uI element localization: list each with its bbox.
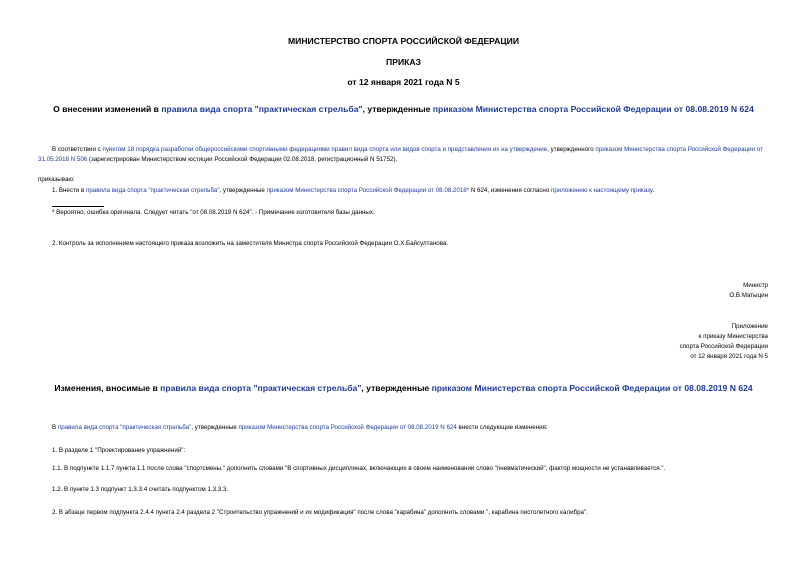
changes-intro-link-order[interactable]: приказом Министерства спорта Российской Федерации от 08.08.2019 N 624 bbox=[238, 424, 457, 431]
item1-link-order[interactable]: приказом Министерства спорта Российской Федерации от 08.08.2018* bbox=[266, 187, 470, 194]
preamble-link-order[interactable]: приказом Министерства спорта Российской Федерации от 31.05.2018 N 506 bbox=[38, 146, 763, 163]
title-text-1: О внесении изменений в bbox=[53, 104, 162, 114]
appendix-label: Приложение bbox=[731, 323, 768, 330]
appendix-ref-line-2: к приказу Министерства bbox=[698, 333, 768, 340]
item-1-paragraph bbox=[52, 186, 654, 196]
change-item: 1.2. В пункте 1.3 подпункт 1.3.3.4 считать подпунктом 1.3.3.3. bbox=[52, 486, 229, 493]
changes-title-text-1: Изменения, вносимые в bbox=[54, 383, 161, 393]
signature-position: Министр bbox=[743, 282, 768, 289]
changes-title-link-rules[interactable]: правила вида спорта "практическая стрельба" bbox=[160, 383, 362, 393]
item1-text-3: N 624, изменения согласно bbox=[469, 187, 551, 194]
changes-intro-text-3: внести следующие изменения: bbox=[456, 424, 548, 431]
changes-title bbox=[0, 383, 807, 393]
change-item: 2. В абзаце первом подпункта 2.4.4 пункта 2.4 раздела 2 "Строительство упражнений и их модификация" после слова "карабина" дополнить словами ", карабина пистолетного калибра". bbox=[52, 509, 588, 516]
title-link-order[interactable]: приказом Министерства спорта Российской Федерации от 08.08.2019 N 624 bbox=[432, 104, 754, 114]
doc-date-heading: от 12 января 2021 года N 5 bbox=[347, 77, 460, 87]
item1-text-1: 1. Внести в bbox=[52, 187, 86, 194]
change-item: 1. В разделе 1 "Проектирование упражнений": bbox=[52, 447, 186, 454]
change-item: 1.1. В подпункте 1.1.7 пункта 1.1 после слова "спортсмены." дополнить словами "В спортивных дисциплинах, включающих в своем наименовании слово "пневматический", фактор мощности не устанавливается.". bbox=[52, 465, 666, 472]
signature-name: О.В.Матыцин bbox=[729, 292, 768, 299]
preamble-text-1: В соответствии с bbox=[52, 146, 103, 153]
preamble-text-3: (зарегистрирован Министерством юстиции Российской Федерации 02.08.2018, регистрационный N 51752), bbox=[87, 155, 398, 163]
changes-title-link-order[interactable]: приказом Министерства спорта Российской Федерации от 08.08.2019 N 624 bbox=[431, 383, 753, 393]
changes-intro-link-rules[interactable]: правила вида спорта "практическая стрельба" bbox=[57, 424, 192, 431]
footnote-text: * Вероятно, ошибка оригинала. Следует читать "от 08.08.2019 N 624". - Примечание изготовителя базы данных. bbox=[52, 209, 375, 216]
appendix-ref-line-4: от 12 января 2021 года N 5 bbox=[690, 353, 768, 360]
preamble-text-2: , утвержденного bbox=[547, 146, 596, 153]
item1-link-appendix[interactable]: приложению к настоящему приказу bbox=[551, 187, 653, 194]
preamble-link-procedure[interactable]: пунктом 18 порядка разработки общероссийскими спортивными федерациями правил вида спорта или видов спорта и представления их на утверждение bbox=[102, 146, 548, 153]
changes-title-text-2: , утвержденные bbox=[361, 383, 432, 393]
doc-type-heading: ПРИКАЗ bbox=[386, 57, 421, 67]
ministry-heading: МИНИСТЕРСТВО СПОРТА РОССИЙСКОЙ ФЕДЕРАЦИИ bbox=[287, 36, 519, 46]
title-text-2: , утвержденные bbox=[362, 104, 433, 114]
changes-intro-text-1: В bbox=[52, 424, 58, 431]
item1-text-4: . bbox=[652, 187, 655, 194]
footnote-divider bbox=[52, 206, 104, 207]
item1-text-2: , утвержденные bbox=[219, 187, 267, 194]
title-link-rules[interactable]: правила вида спорта "практическая стрельба" bbox=[161, 104, 363, 114]
changes-intro-text-2: , утвержденные bbox=[191, 424, 239, 431]
appendix-ref-line-3: спорта Российской Федерации bbox=[679, 343, 768, 350]
preamble-paragraph bbox=[38, 145, 770, 164]
document-title bbox=[0, 104, 807, 114]
order-word: приказываю: bbox=[38, 176, 75, 183]
changes-intro bbox=[52, 423, 548, 433]
item1-link-rules[interactable]: правила вида спорта "практическая стрельба" bbox=[85, 187, 220, 194]
item-2-paragraph: 2. Контроль за исполнением настоящего приказа возложить на заместителя Министра спорта Российской Федерации О.Х.Байсултанова. bbox=[52, 240, 449, 247]
